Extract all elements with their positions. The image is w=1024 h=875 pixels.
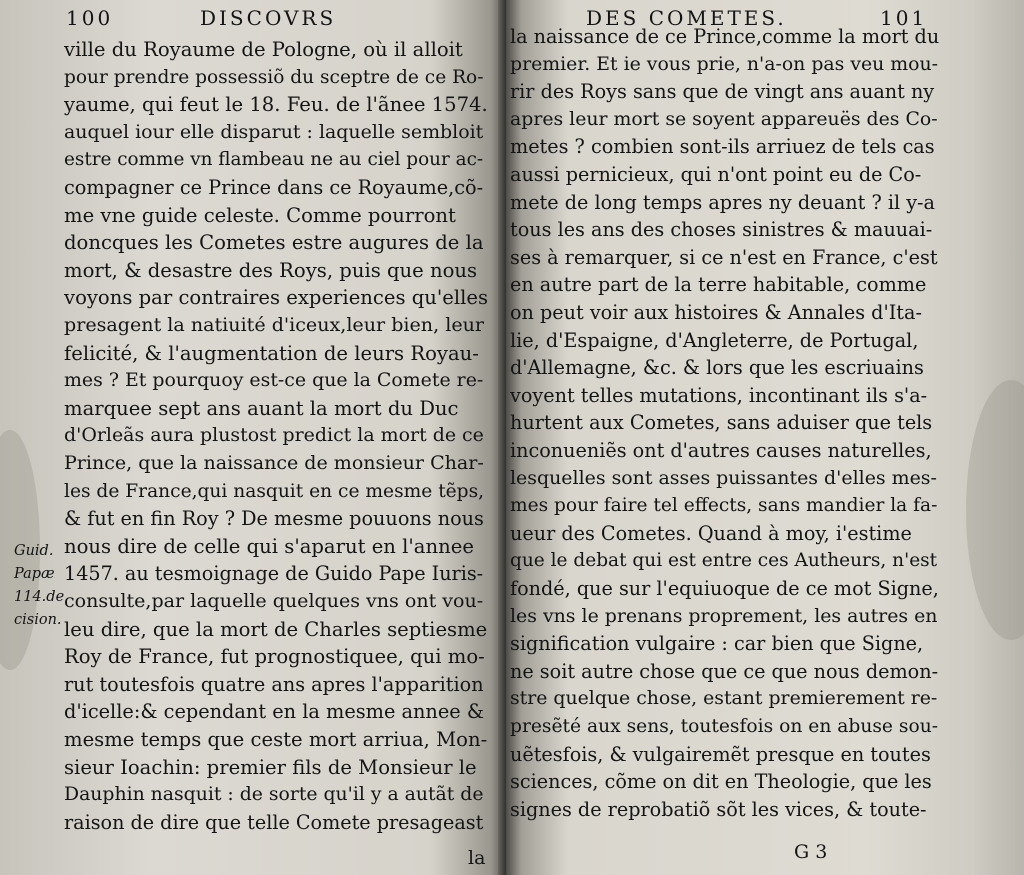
text-line: lesquelles sont asses puissantes d'elles mes- (510, 466, 937, 489)
text-line: inconueniẽs ont d'autres causes naturelles, (510, 439, 932, 462)
text-line: tous les ans des choses sinistres & mauuai- (510, 218, 933, 242)
text-line: ses à remarquer, si ce n'est en France, c'est (510, 245, 938, 269)
marginal-note-line: Papæ (14, 566, 55, 582)
text-line: rir des Roys sans que de vingt ans auant ny (510, 80, 935, 104)
text-line: ville du Royaume de Pologne, où il alloit (64, 38, 463, 61)
text-line: mesme temps que ceste mort arriua, Mon- (64, 728, 488, 751)
catchword: la (468, 847, 486, 869)
text-line: pour prendre possessiõ du sceptre de ce Ro- (64, 66, 484, 88)
text-line: premier. Et ie vous prie, n'a-on pas veu mou- (510, 52, 939, 75)
text-line: les de France,qui nasquit en ce mesme tẽps, (64, 480, 485, 502)
text-line: signification vulgaire : car bien que Signe, (510, 632, 924, 656)
text-line: Dauphin nasquit : de sorte qu'il y a autãt de (64, 784, 484, 806)
text-line: d'Allemagne, &c. & lors que les escriuains (510, 356, 924, 380)
text-line: yaume, qui feut le 18. Feu. de l'ãnee 1574. (64, 93, 488, 117)
text-line: ueur des Cometes. Quand à moy, i'estime (510, 521, 912, 545)
text-line: raison de dire que telle Comete presageast (64, 810, 484, 834)
text-line: compagner ce Prince dans ce Royaume,cõ- (64, 176, 484, 199)
text-line: presẽté aux sens, toutesfois on en abuse sou- (510, 716, 939, 737)
text-line: marquee sept ans auant la mort du Duc (64, 396, 459, 420)
text-line: & fut en fin Roy ? De mesme pouuons nous (64, 507, 484, 531)
text-line: sieur Ioachin: premier fils de Monsieur le (64, 755, 477, 779)
text-line: sciences, cõme on dit en Theologie, que les (510, 770, 932, 794)
text-line: stre quelque chose, estant premierement re- (510, 687, 938, 710)
text-line: mes pour faire tel effects, sans mandier la fa- (510, 495, 938, 517)
text-line: rut toutesfois quatre ans apres l'apparition (64, 672, 484, 696)
right-page-number: 101 (880, 6, 928, 30)
text-line: Prince, que la naissance de monsieur Char- (64, 452, 484, 474)
text-line: nous dire de celle qui s'aparut en l'annee (64, 534, 474, 558)
text-line: la naissance de ce Prince,comme la mort du (510, 25, 940, 48)
text-line: d'Orleãs aura plustost predict la mort de ce (64, 424, 484, 447)
text-line: mete de long temps apres ny deuant ? il y-a (510, 190, 935, 214)
text-line: signes de reprobatiõ sõt les vices, & toute- (510, 797, 927, 821)
text-line: consulte,par laquelle quelques vns ont vou- (64, 590, 484, 612)
right-running-head: DES COMETES. (586, 6, 787, 30)
text-line: uẽtesfois, & vulgairemẽt presque en toutes (510, 742, 931, 766)
text-line: mort, & desastre des Roys, puis que nous (64, 258, 478, 282)
text-line: leu dire, que la mort de Charles septiesme (64, 617, 488, 641)
left-running-head: DISCOVRS (200, 6, 337, 30)
text-line: voyons par contraires experiences qu'elles (64, 286, 488, 310)
text-line: apres leur mort se soyent appareuës des Co- (510, 107, 938, 130)
text-line: metes ? combien sont-ils arriuez de tels cas (510, 135, 935, 159)
text-line: que le debat qui est entre ces Autheurs, n'est (510, 550, 938, 572)
text-line: 1457. au tesmoignage de Guido Pape Iuris- (64, 562, 484, 586)
right-page (506, 0, 1024, 875)
marginal-note-line: 114.de (14, 589, 65, 605)
text-line: voyent telles mutations, incontinant ils s'a- (510, 383, 928, 407)
text-line: estre comme vn flambeau ne au ciel pour ac- (64, 149, 484, 171)
text-line: auquel iour elle disparut : laquelle sembloit (64, 120, 484, 143)
text-line: aussi pernicieux, qui n'ont point eu de Co- (510, 163, 922, 186)
text-line: les vns le prenans proprement, les autres en (510, 604, 938, 627)
signature-mark: G 3 (794, 841, 828, 863)
text-line: mes ? Et pourquoy est-ce que la Comete re- (64, 369, 484, 392)
text-line: d'icelle:& cependant en la mesme annee & (64, 700, 485, 724)
text-line: presagent la natiuité d'iceux,leur bien, leur (64, 314, 485, 336)
left-page (0, 0, 506, 875)
text-line: on peut voir aux histoires & Annales d'Ita- (510, 301, 922, 324)
text-line: fondé, que sur l'equiuoque de ce mot Signe, (510, 577, 939, 600)
text-line: hurtent aux Cometes, sans aduiser que tels (510, 411, 933, 435)
page-stain (966, 380, 1024, 640)
marginal-note-line: cision. (14, 612, 62, 628)
text-line: ne soit autre chose que ce que nous demon- (510, 659, 939, 683)
text-line: me vne guide celeste. Comme pourront (64, 203, 456, 227)
text-line: Roy de France, fut prognostiquee, qui mo- (64, 645, 485, 669)
marginal-note-line: Guid. (14, 543, 54, 559)
text-line: doncques les Cometes estre augures de la (64, 231, 484, 255)
text-line: en autre part de la terre habitable, comme (510, 273, 927, 297)
text-line: lie, d'Espaigne, d'Angleterre, de Portugal, (510, 328, 919, 352)
text-line: felicité, & l'augmentation de leurs Royau- (64, 341, 479, 365)
left-page-number: 100 (66, 6, 114, 30)
